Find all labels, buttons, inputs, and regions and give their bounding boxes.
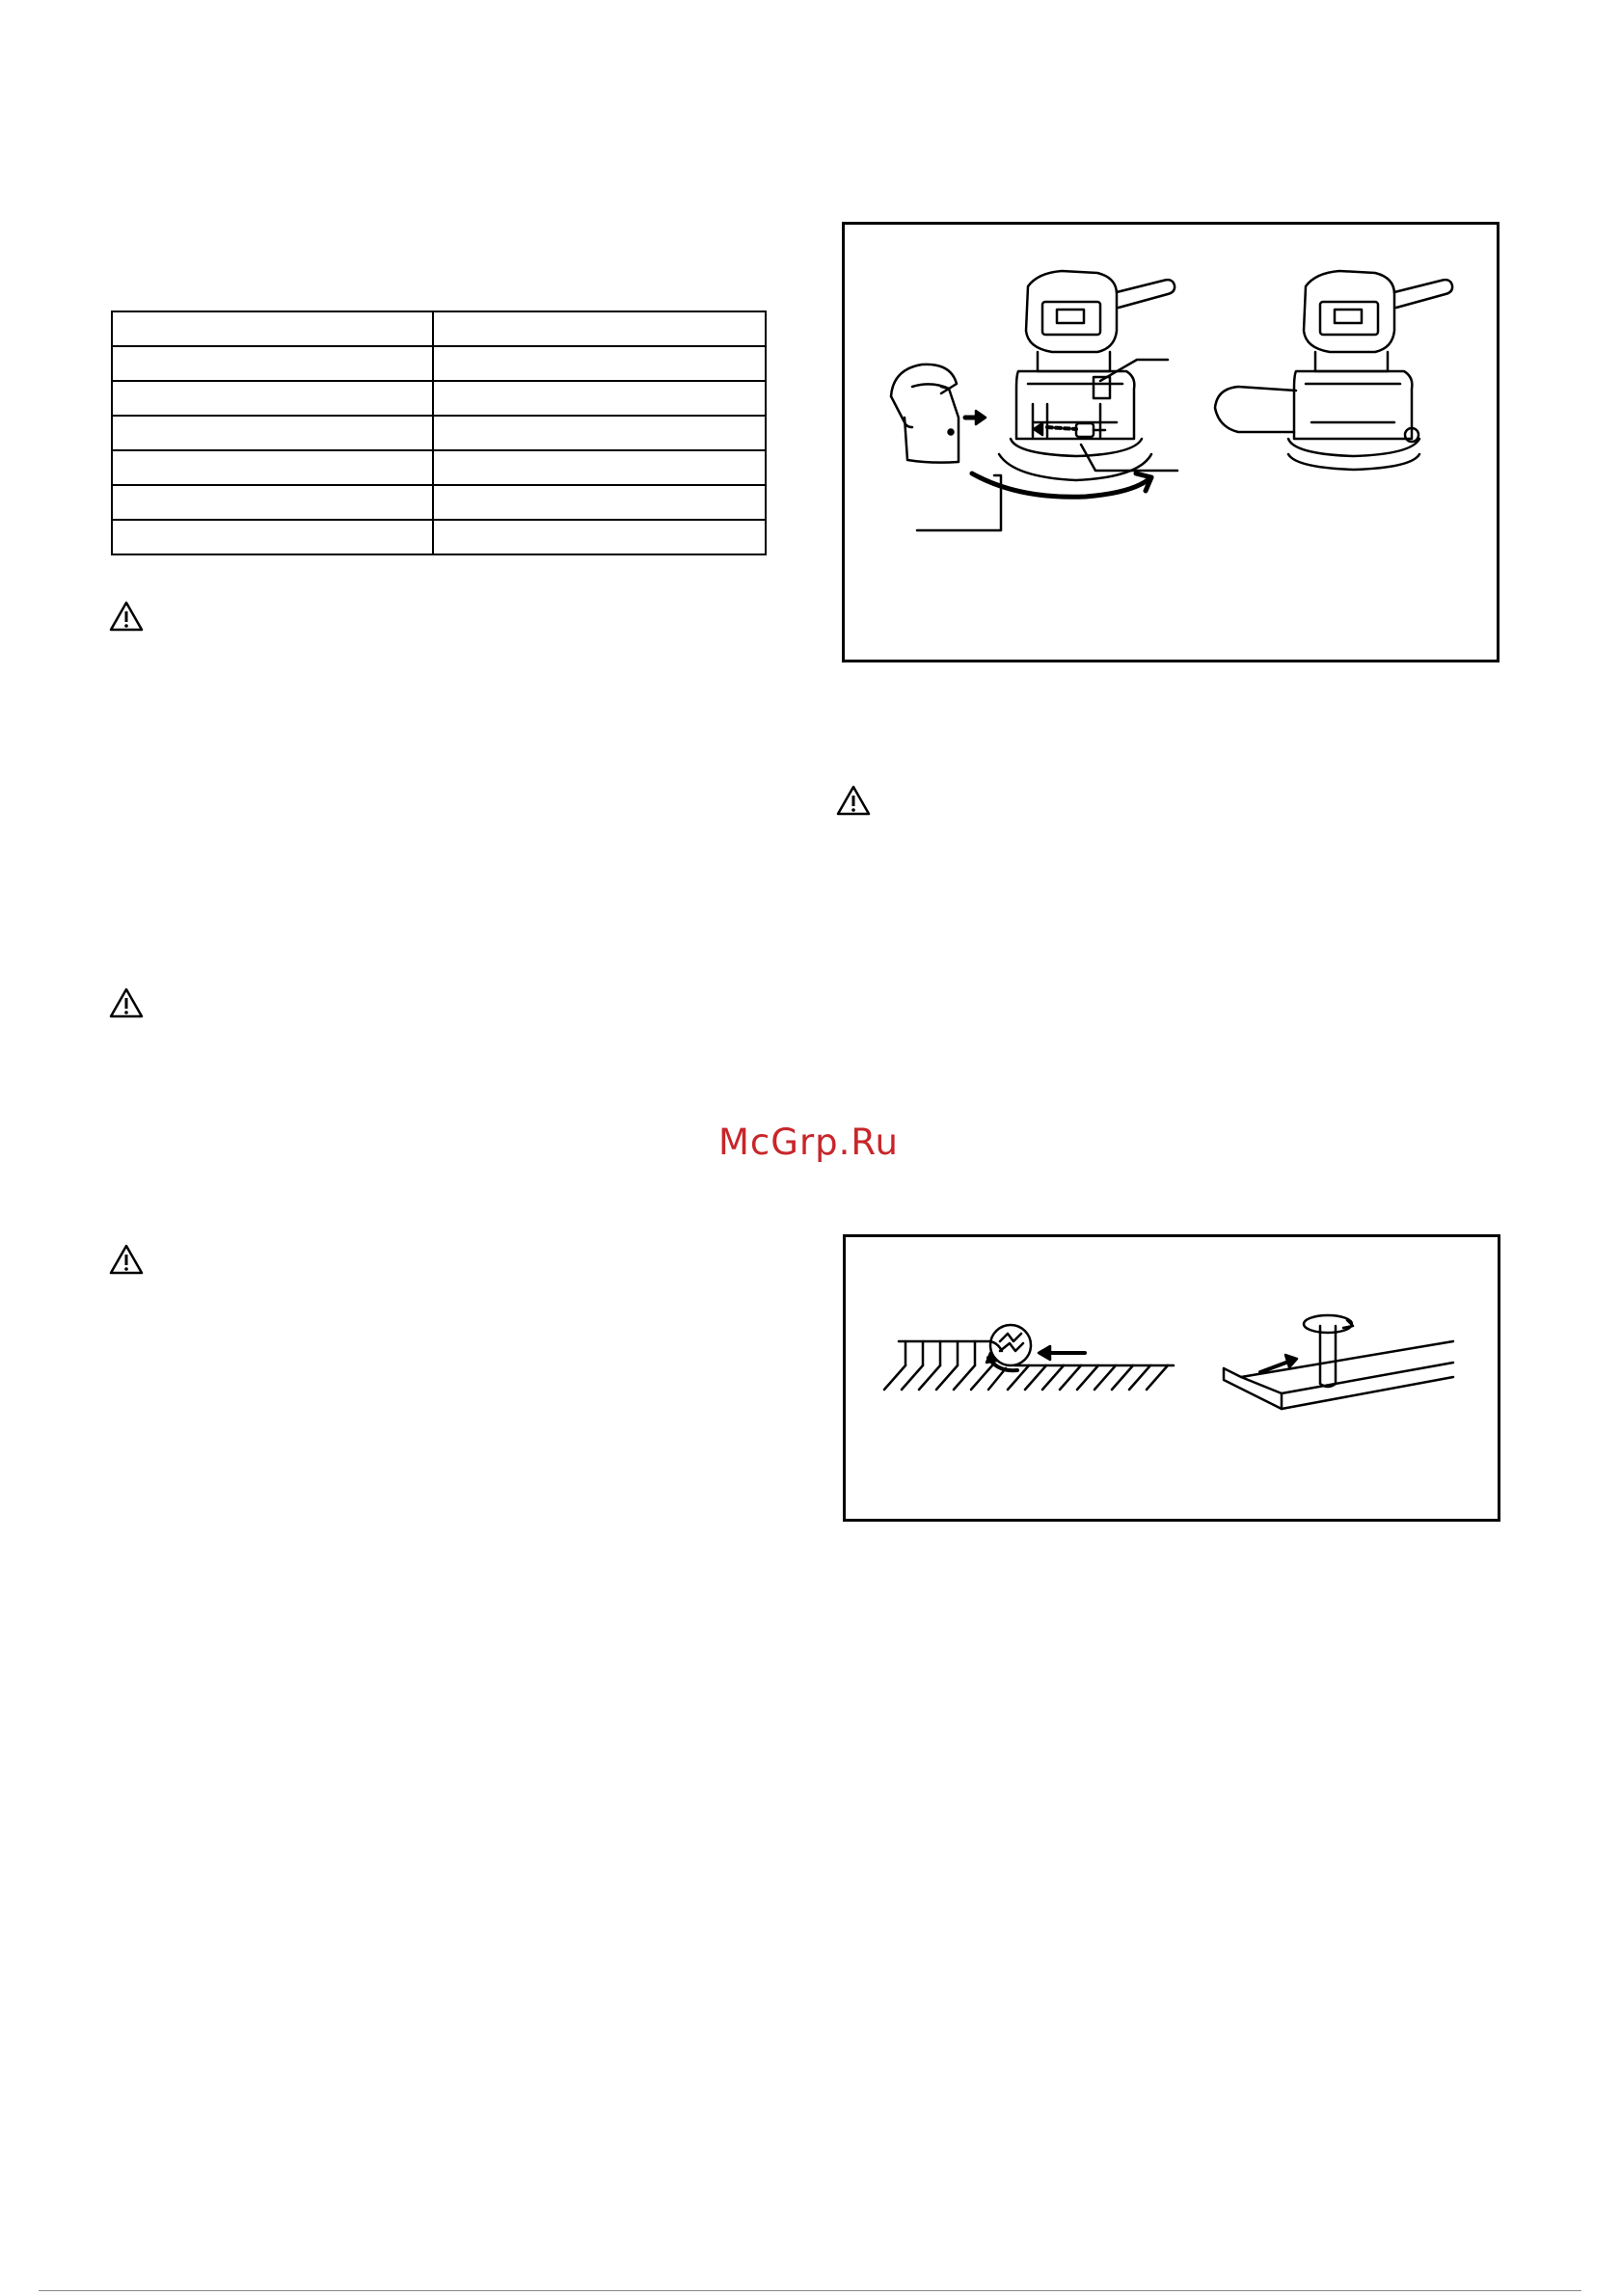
watermark-text: McGrp.Ru bbox=[718, 1121, 899, 1163]
footer-rule bbox=[39, 2290, 1581, 2291]
speed-table-body bbox=[112, 311, 766, 554]
warning-triangle-icon bbox=[109, 1244, 144, 1275]
speed-table-cell bbox=[112, 346, 433, 381]
groove-board-drawing bbox=[1224, 1315, 1453, 1409]
feed-direction-illustration bbox=[846, 1237, 1498, 1519]
speed-table-cell bbox=[112, 416, 433, 450]
speed-table-cell bbox=[433, 346, 766, 381]
speed-table-row bbox=[112, 381, 766, 416]
speed-table-row bbox=[112, 450, 766, 485]
speed-table-cell bbox=[112, 381, 433, 416]
speed-table-cell bbox=[433, 520, 766, 554]
speed-table-cell bbox=[433, 311, 766, 346]
router-right-drawing bbox=[1215, 271, 1452, 470]
speed-table-cell bbox=[433, 485, 766, 520]
speed-table-row bbox=[112, 346, 766, 381]
figure-feed-direction bbox=[843, 1234, 1500, 1522]
speed-table-cell bbox=[112, 450, 433, 485]
speed-table-cell bbox=[112, 520, 433, 554]
warning-triangle-icon bbox=[109, 987, 144, 1018]
speed-table-cell bbox=[433, 450, 766, 485]
speed-table-cell bbox=[112, 311, 433, 346]
speed-table-cell bbox=[112, 485, 433, 520]
speed-table-cell bbox=[433, 381, 766, 416]
warning-triangle-icon bbox=[109, 601, 144, 632]
router-illustration bbox=[845, 225, 1497, 660]
speed-table bbox=[111, 311, 767, 555]
warning-triangle-icon bbox=[836, 785, 871, 816]
cutting-section-drawing bbox=[884, 1325, 1174, 1390]
router-left-drawing bbox=[972, 271, 1175, 497]
speed-table-row bbox=[112, 416, 766, 450]
speed-table-cell bbox=[433, 416, 766, 450]
figure-dust-nozzle bbox=[842, 222, 1499, 662]
speed-table-row bbox=[112, 311, 766, 346]
screw-drawing bbox=[1034, 423, 1105, 437]
speed-table-row bbox=[112, 485, 766, 520]
dust-nozzle-drawing bbox=[891, 365, 986, 463]
speed-table-row bbox=[112, 520, 766, 554]
